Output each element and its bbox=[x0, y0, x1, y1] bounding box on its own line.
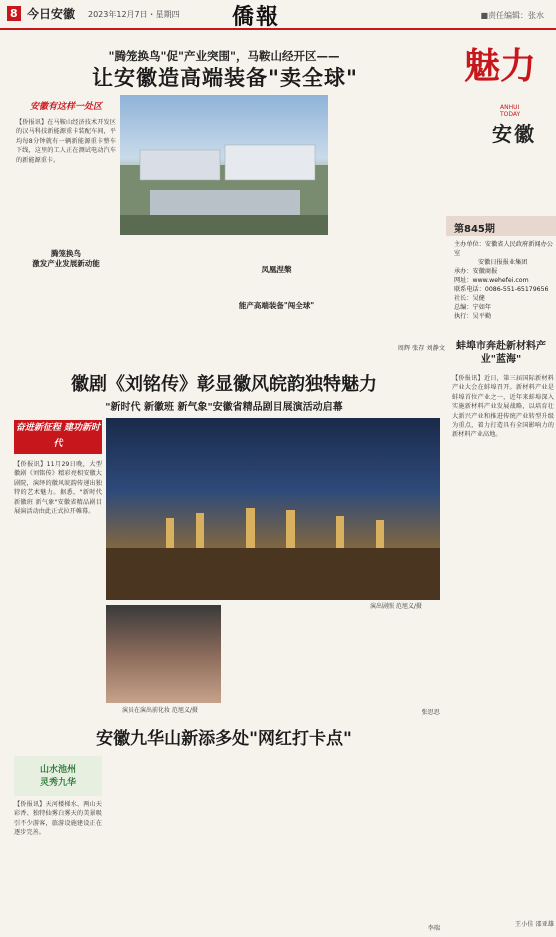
article3-title: 安徽九华山新添多处"网红打卡点" bbox=[96, 729, 352, 749]
article1-subhead1: 腾笼换鸟 bbox=[51, 249, 81, 258]
sidebar-masthead bbox=[454, 240, 554, 321]
article2-col4-body bbox=[336, 605, 441, 709]
editor-in-chief: 总编：宁如年 bbox=[454, 304, 492, 311]
article3-byline: 李瑞 bbox=[427, 925, 440, 932]
article3-col2-body bbox=[106, 756, 211, 926]
industrial-park-aerial-icon bbox=[120, 95, 328, 235]
article1-kicker: "腾笼换鸟"促"产业突围"，马鞍山经开区—— bbox=[108, 49, 340, 63]
article2-caption1: 演出剧照 范旭义/摄 bbox=[370, 603, 422, 610]
brand-en: ANHUI TODAY bbox=[500, 104, 521, 118]
telephone: 联系电话：0086-551-65179656 bbox=[454, 286, 549, 293]
article1-subhead2: 能产高端装备"闯全球" bbox=[238, 301, 315, 310]
page-header bbox=[0, 0, 556, 30]
executive: 执行：吴平勤 bbox=[454, 313, 492, 320]
sponsor2: 安徽日报报业集团 bbox=[478, 259, 528, 266]
brand-big: 魅力 bbox=[464, 45, 537, 87]
article1-subhead3: 凤凰涅槃 bbox=[261, 265, 292, 274]
article2-tag: 奋进新征程 建功新时代 bbox=[14, 420, 102, 454]
article2-title: 徽剧《刘铭传》彰显徽风皖韵独特魅力 bbox=[71, 374, 377, 395]
article2-caption2: 演员在演出前化妆 范旭义/摄 bbox=[122, 707, 198, 714]
article3-col4-body bbox=[326, 756, 438, 926]
article3-tag-line1: 山水池州 bbox=[39, 765, 76, 775]
issue-number: 第845期 bbox=[454, 224, 495, 235]
article3-col3-body bbox=[216, 756, 321, 926]
sidebar-byline: 王小佳 邵亚雄 bbox=[514, 921, 554, 928]
article1-photo bbox=[120, 95, 328, 235]
issue-date: 2023年12月7日・星期四 bbox=[88, 10, 180, 19]
co-organizer: 承办：安徽商报 bbox=[454, 268, 498, 275]
article1-column-tag: 安徽有这样一处区 bbox=[16, 98, 116, 116]
article1-byline: 周辉 张存 刘静文 bbox=[397, 345, 445, 352]
article3-lead: 【侨报讯】天河楼梯水、两山天彩香、独特仙雾白雾天的美景吸引不少游客，旅游设施建设正在逐步完善。 bbox=[14, 801, 102, 837]
publisher: 社长：吴健 bbox=[454, 295, 485, 302]
brand-logo bbox=[460, 38, 540, 118]
article2-makeup-photo bbox=[106, 605, 221, 703]
article3-tag-line2: 灵秀九华 bbox=[39, 778, 76, 788]
section-name: 今日安徽 bbox=[27, 7, 76, 21]
website: 网址：www.wehefei.com bbox=[454, 277, 529, 284]
article2-lead: 【侨报讯】11月29日晚，大型徽剧《刘铭传》精彩亮相安徽大剧院，演绎的徽风皖韵传递出独特的艺术魅力。据悉，"新时代 新徽班 新气象"安徽省精品剧目展演活动由此正式拉开帷幕。 bbox=[14, 461, 102, 516]
sponsor1: 主办单位：安徽省人民政府新闻办公室 bbox=[454, 241, 553, 257]
opera-stage-icon bbox=[106, 418, 440, 600]
article2-byline: 张思思 bbox=[421, 709, 440, 716]
article1-col3-body bbox=[224, 240, 329, 352]
sidebar-news-title: 蚌埠市奔赴新材料产业"蓝海" bbox=[456, 341, 546, 365]
article1-subhead1b: 激发产业发展新动能 bbox=[32, 259, 100, 268]
sidebar-news-body: 【侨报讯】近日，第三届国际新材料产业大会在蚌埠召开。新材料产业是蚌埠首位产业之一，近年来蚌埠深入实施新材料产业发展战略，以培育壮大新兴产业和推进传统产业转型升级为重点，着力打造具有全国影响力的新材料产业高地。 bbox=[452, 375, 554, 439]
article2-col3-body bbox=[226, 605, 331, 709]
page-number: 8 bbox=[7, 6, 21, 21]
article1-col1-body bbox=[16, 272, 116, 354]
masthead-logo: 僑報 bbox=[232, 4, 281, 30]
editor-credit: ■责任编辑：张水 bbox=[480, 11, 544, 20]
article1-title: 让安徽造高端装备"卖全球" bbox=[92, 65, 358, 90]
issue-banner bbox=[446, 216, 556, 236]
article1-col4-body bbox=[333, 95, 438, 340]
article2-stage-photo bbox=[106, 418, 440, 600]
article3-tag bbox=[14, 756, 102, 796]
article1-col2-body bbox=[120, 240, 220, 352]
brand-sub: 安徽 bbox=[492, 122, 536, 146]
article1-lead: 【侨报讯】在马鞍山经济技术开发区的汉马科技新能源重卡装配车间，平均每8分钟就有一辆新能源重卡整车下线，这里的工人正在测试电动汽车的新能源重卡。 bbox=[16, 119, 116, 164]
article2-subtitle: "新时代 新徽班 新气象"安徽省精品剧目展演活动启幕 bbox=[105, 402, 343, 413]
